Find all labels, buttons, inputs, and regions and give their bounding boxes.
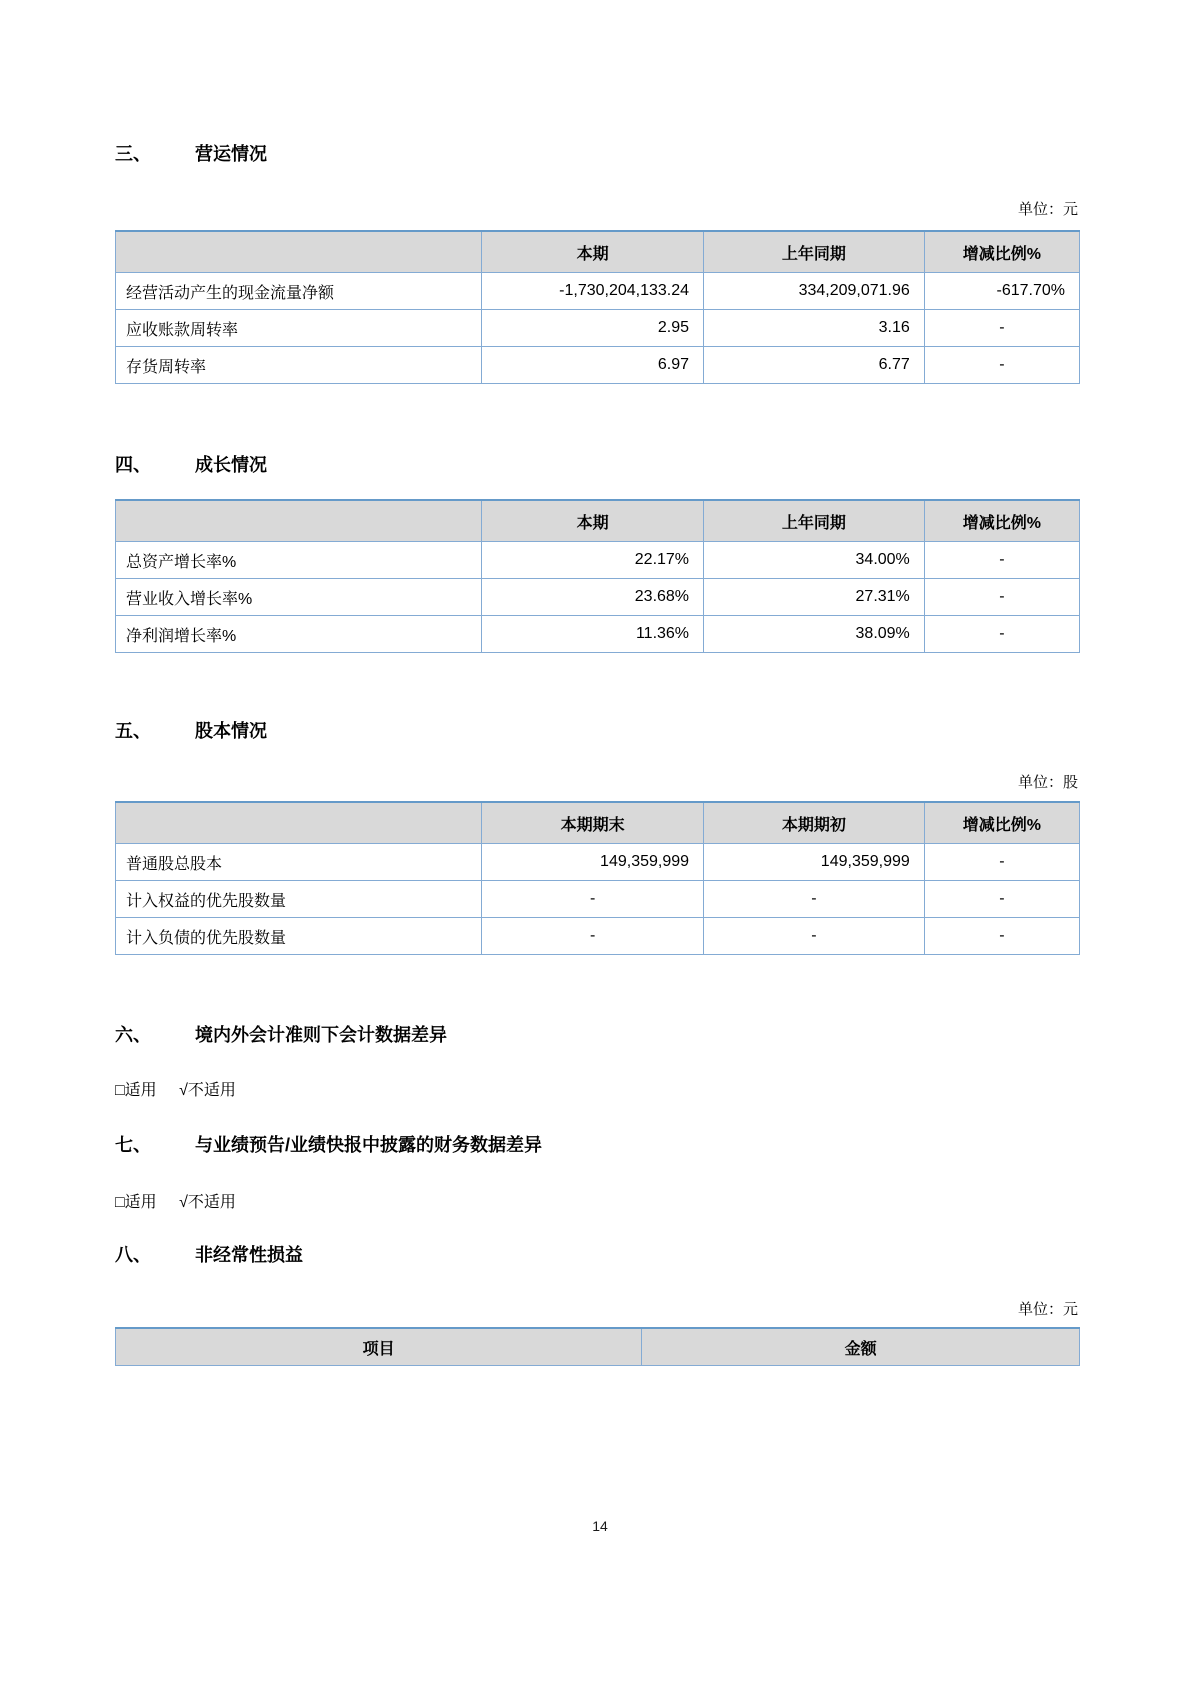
row-label-cell: 营业收入增长率% (116, 579, 482, 616)
change-ratio-cell: - (924, 616, 1079, 653)
check-icon: √ (179, 1082, 188, 1099)
not-applicable-label: 不适用 (187, 1082, 236, 1099)
prior-period-cell: 34.00% (704, 542, 925, 579)
checkbox-empty-icon: □ (115, 1082, 125, 1099)
section-number: 五、 (115, 721, 151, 741)
col-header-change-ratio: 增减比例% (924, 802, 1079, 844)
change-ratio-cell: - (924, 881, 1079, 918)
applicable-option (115, 1082, 157, 1099)
current-period-cell: 6.97 (482, 347, 704, 384)
section-title: 非经常性损益 (195, 1245, 303, 1265)
section-heading-non-recurring (115, 1244, 1080, 1267)
col-header-period-begin: 本期期初 (704, 802, 925, 844)
empty-header-cell (116, 802, 482, 844)
applicability-line (115, 1080, 1080, 1102)
not-applicable-option (179, 1082, 236, 1099)
table-header-row (116, 500, 1080, 542)
col-header-amount: 金额 (642, 1328, 1080, 1366)
applicable-label: 适用 (124, 1082, 157, 1099)
change-ratio-cell: - (924, 579, 1079, 616)
empty-header-cell (116, 500, 482, 542)
empty-header-cell (116, 231, 482, 273)
table-row (116, 918, 1080, 955)
period-begin-cell: - (704, 881, 925, 918)
row-label-cell: 总资产增长率% (116, 542, 482, 579)
change-ratio-cell: - (924, 918, 1079, 955)
change-ratio-cell: - (924, 844, 1079, 881)
table-row (116, 844, 1080, 881)
col-header-prior-period: 上年同期 (704, 231, 925, 273)
section-number: 三、 (115, 144, 151, 164)
section-heading-accounting-diff (115, 1024, 1080, 1047)
row-label-cell: 普通股总股本 (116, 844, 482, 881)
col-header-current-period: 本期 (482, 500, 704, 542)
table-row (116, 347, 1080, 384)
table-row (116, 881, 1080, 918)
prior-period-cell: 6.77 (704, 347, 925, 384)
applicability-line (115, 1192, 1080, 1214)
section-number: 八、 (115, 1245, 151, 1265)
row-label-cell: 经营活动产生的现金流量净额 (116, 273, 482, 310)
period-end-cell: - (482, 881, 704, 918)
page-number: 14 (592, 1518, 608, 1534)
table-row (116, 273, 1080, 310)
unit-label-shares: 单位：股 (1017, 774, 1078, 791)
section-heading-operations (115, 143, 1080, 166)
table-header-row (116, 231, 1080, 273)
table-row (116, 310, 1080, 347)
unit-label-yuan: 单位：元 (1017, 1301, 1078, 1318)
not-applicable-label: 不适用 (187, 1194, 236, 1211)
section-title: 股本情况 (195, 721, 267, 741)
current-period-cell: 2.95 (482, 310, 704, 347)
row-label-cell: 净利润增长率% (116, 616, 482, 653)
current-period-cell: 22.17% (482, 542, 704, 579)
checkbox-empty-icon: □ (115, 1194, 125, 1211)
col-header-item: 项目 (116, 1328, 642, 1366)
prior-period-cell: 3.16 (704, 310, 925, 347)
non-recurring-table (115, 1327, 1080, 1366)
prior-period-cell: 27.31% (704, 579, 925, 616)
unit-label-yuan: 单位：元 (1017, 201, 1078, 218)
section-heading-share-capital (115, 720, 1080, 743)
current-period-cell: 11.36% (482, 616, 704, 653)
section-heading-growth (115, 454, 1080, 477)
section-number: 四、 (115, 455, 151, 475)
prior-period-cell: 334,209,071.96 (704, 273, 925, 310)
period-begin-cell: 149,359,999 (704, 844, 925, 881)
section-title: 成长情况 (195, 455, 267, 475)
section-title: 境内外会计准则下会计数据差异 (195, 1025, 447, 1045)
row-label-cell: 应收账款周转率 (116, 310, 482, 347)
change-ratio-cell: - (924, 310, 1079, 347)
col-header-prior-period: 上年同期 (704, 500, 925, 542)
col-header-current-period: 本期 (482, 231, 704, 273)
section-title: 与业绩预告/业绩快报中披露的财务数据差异 (195, 1135, 542, 1155)
applicable-option (115, 1194, 157, 1211)
share-capital-table (115, 801, 1080, 955)
table-header-row (116, 1328, 1080, 1366)
period-begin-cell: - (704, 918, 925, 955)
section-number: 七、 (115, 1135, 151, 1155)
table-row (116, 579, 1080, 616)
prior-period-cell: 38.09% (704, 616, 925, 653)
current-period-cell: -1,730,204,133.24 (482, 273, 704, 310)
section-number: 六、 (115, 1025, 151, 1045)
change-ratio-cell: - (924, 347, 1079, 384)
col-header-period-end: 本期期末 (482, 802, 704, 844)
col-header-change-ratio: 增减比例% (924, 500, 1079, 542)
table-row (116, 542, 1080, 579)
table-row (116, 616, 1080, 653)
period-end-cell: 149,359,999 (482, 844, 704, 881)
period-end-cell: - (482, 918, 704, 955)
page-content (115, 0, 1080, 1366)
check-icon: √ (179, 1194, 188, 1211)
section-heading-forecast-diff (115, 1134, 1080, 1157)
col-header-change-ratio: 增减比例% (924, 231, 1079, 273)
current-period-cell: 23.68% (482, 579, 704, 616)
growth-table (115, 499, 1080, 653)
row-label-cell: 存货周转率 (116, 347, 482, 384)
not-applicable-option (179, 1194, 236, 1211)
table-header-row (116, 802, 1080, 844)
row-label-cell: 计入权益的优先股数量 (116, 881, 482, 918)
change-ratio-cell: - (924, 542, 1079, 579)
row-label-cell: 计入负债的优先股数量 (116, 918, 482, 955)
change-ratio-cell: -617.70% (924, 273, 1079, 310)
section-title: 营运情况 (195, 144, 267, 164)
applicable-label: 适用 (124, 1194, 157, 1211)
operations-table (115, 230, 1080, 384)
